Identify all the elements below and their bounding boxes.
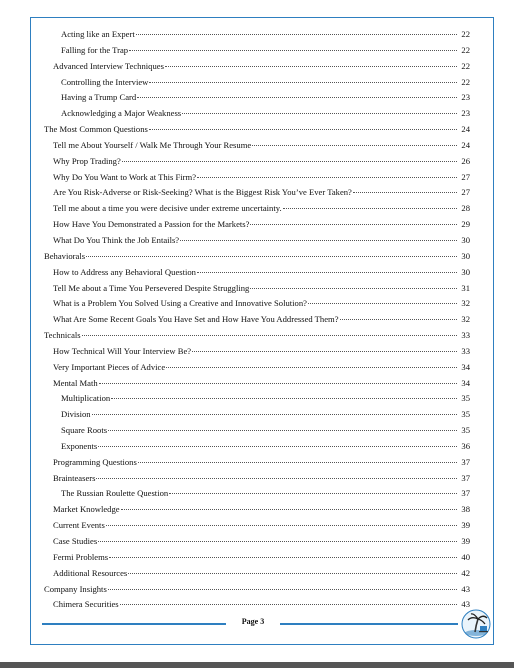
- toc-dot-leader: [128, 573, 457, 574]
- toc-entry-title: Behaviorals: [44, 250, 86, 261]
- toc-entry[interactable]: [44, 122, 470, 138]
- toc-entry-page-number: 28: [461, 203, 470, 214]
- toc-dot-leader: [92, 414, 457, 415]
- toc-entry[interactable]: [44, 518, 470, 534]
- toc-dot-leader: [250, 224, 457, 225]
- toc-entry[interactable]: [44, 423, 470, 439]
- toc-entry-page-number: 22: [461, 60, 470, 71]
- toc-entry-page-number: 22: [461, 44, 470, 55]
- toc-entry[interactable]: [44, 376, 470, 392]
- toc-entry-page-number: 34: [461, 377, 470, 388]
- toc-entry[interactable]: [44, 407, 470, 423]
- footer-rule-right: [280, 623, 458, 625]
- toc-entry-title: Falling for the Trap: [61, 44, 129, 55]
- toc-entry[interactable]: [44, 534, 470, 550]
- toc-entry-page-number: 32: [461, 314, 470, 325]
- toc-dot-leader: [121, 509, 457, 510]
- toc-entry[interactable]: [44, 265, 470, 281]
- toc-dot-leader: [250, 288, 457, 289]
- toc-entry-title: Division: [61, 409, 91, 420]
- toc-entry-page-number: 23: [461, 108, 470, 119]
- toc-entry-title: Why Do You Want to Work at This Firm?: [53, 171, 197, 182]
- toc-entry-page-number: 37: [461, 456, 470, 467]
- toc-entry[interactable]: [44, 59, 470, 75]
- table-of-contents: [44, 27, 470, 613]
- toc-entry-title: Acknowledging a Major Weakness: [61, 108, 182, 119]
- toc-dot-leader: [137, 97, 457, 98]
- toc-entry-page-number: 30: [461, 250, 470, 261]
- toc-entry[interactable]: [44, 170, 470, 186]
- toc-dot-leader: [308, 303, 457, 304]
- toc-entry-page-number: 36: [461, 440, 470, 451]
- toc-entry-page-number: 24: [461, 124, 470, 135]
- toc-entry[interactable]: [44, 281, 470, 297]
- toc-entry-page-number: 43: [461, 599, 470, 610]
- toc-entry[interactable]: [44, 90, 470, 106]
- toc-entry-page-number: 37: [461, 488, 470, 499]
- toc-entry-title: Market Knowledge: [53, 504, 120, 515]
- toc-dot-leader: [98, 446, 457, 447]
- toc-entry[interactable]: [44, 566, 470, 582]
- toc-entry-title: Case Studies: [53, 536, 98, 546]
- toc-dot-leader: [182, 113, 457, 114]
- toc-dot-leader: [98, 541, 457, 542]
- toc-entry[interactable]: [44, 471, 470, 487]
- toc-entry-title: Exponents: [61, 440, 98, 451]
- toc-entry-title: How to Address any Behavioral Question: [53, 266, 196, 277]
- toc-entry[interactable]: [44, 597, 470, 613]
- toc-entry[interactable]: [44, 455, 470, 471]
- toc-entry[interactable]: [44, 391, 470, 407]
- toc-entry-title: What Are Some Recent Goals You Have Set and How Have You Addressed Them?: [53, 314, 339, 325]
- toc-dot-leader: [120, 604, 457, 605]
- toc-entry-title: Company Insights: [44, 583, 107, 594]
- toc-entry-title: What is a Problem You Solved Using a Creative and Innovative Solution?: [53, 298, 307, 309]
- toc-dot-leader: [122, 161, 457, 162]
- toc-entry-title: Very Important Pieces of Advice: [53, 361, 166, 372]
- toc-dot-leader: [86, 256, 457, 257]
- toc-entry[interactable]: [44, 138, 470, 154]
- toc-entry-title: The Most Common Questions: [44, 124, 148, 135]
- toc-entry-title: Programming Questions: [53, 456, 137, 467]
- toc-entry-page-number: 29: [461, 219, 470, 230]
- toc-entry-title: Multiplication: [61, 393, 111, 404]
- toc-entry-page-number: 22: [461, 29, 470, 39]
- toc-entry[interactable]: [44, 502, 470, 518]
- toc-entry[interactable]: [44, 106, 470, 122]
- toc-dot-leader: [283, 208, 457, 209]
- toc-entry-page-number: 31: [461, 282, 470, 293]
- toc-entry[interactable]: [44, 582, 470, 598]
- toc-entry-page-number: 23: [461, 92, 470, 103]
- toc-dot-leader: [166, 367, 457, 368]
- toc-entry-title: How Technical Will Your Interview Be?: [53, 345, 192, 356]
- toc-dot-leader: [99, 383, 457, 384]
- toc-entry-title: Controlling the Interview: [61, 76, 149, 87]
- toc-entry-title: Are You Risk-Adverse or Risk-Seeking? What is the Biggest Risk You’ve Ever Taken?: [53, 187, 352, 198]
- toc-entry-page-number: 26: [461, 155, 470, 166]
- toc-entry-page-number: 22: [461, 76, 470, 87]
- toc-dot-leader: [149, 82, 457, 83]
- toc-entry-title: Advanced Interview Techniques: [53, 60, 164, 71]
- footer-rule-left: [42, 623, 226, 625]
- toc-dot-leader: [165, 66, 457, 67]
- toc-entry-title: Additional Resources: [53, 567, 128, 578]
- toc-entry[interactable]: [44, 154, 470, 170]
- toc-entry-page-number: 33: [461, 330, 470, 341]
- toc-entry-title: Why Prop Trading?: [53, 155, 121, 166]
- palm-tree-island-logo-icon: [460, 608, 492, 640]
- toc-entry-title: How Have You Demonstrated a Passion for the Markets?: [53, 219, 250, 230]
- footer-page-number: Page 3: [241, 617, 265, 626]
- viewer-bottom-bar: [0, 662, 514, 668]
- toc-entry-page-number: 39: [461, 520, 470, 531]
- toc-entry-title: Fermi Problems: [53, 551, 109, 562]
- toc-entry-title: Tell me About Yourself / Walk Me Through Your Resume: [53, 139, 252, 150]
- toc-entry[interactable]: [44, 344, 470, 360]
- toc-entry[interactable]: [44, 550, 470, 566]
- toc-entry-title: What Do You Think the Job Entails?: [53, 234, 180, 245]
- toc-entry-page-number: 43: [461, 583, 470, 594]
- toc-entry-title: Square Roots: [61, 425, 108, 436]
- toc-dot-leader: [108, 430, 457, 431]
- toc-entry-page-number: 30: [461, 266, 470, 277]
- toc-dot-leader: [129, 50, 457, 51]
- toc-dot-leader: [197, 272, 457, 273]
- toc-entry-page-number: 35: [461, 425, 470, 436]
- toc-entry-title: Tell me about a time you were decisive under extreme uncertainty.: [53, 203, 282, 214]
- toc-entry[interactable]: [44, 27, 470, 43]
- toc-entry[interactable]: [44, 185, 470, 201]
- toc-dot-leader: [197, 177, 457, 178]
- toc-entry-title: Tell Me about a Time You Persevered Despite Struggling: [53, 282, 250, 293]
- toc-entry-title: Brainteasers: [53, 472, 96, 483]
- toc-entry[interactable]: [44, 312, 470, 328]
- toc-entry[interactable]: [44, 249, 470, 265]
- toc-entry-page-number: 27: [461, 171, 470, 182]
- toc-entry[interactable]: [44, 217, 470, 233]
- toc-entry[interactable]: [44, 296, 470, 312]
- toc-entry-title: Current Events: [53, 520, 105, 531]
- toc-entry-page-number: 30: [461, 234, 470, 245]
- toc-entry-page-number: 35: [461, 393, 470, 404]
- toc-entry-page-number: 27: [461, 187, 470, 198]
- toc-entry-title: Mental Math: [53, 377, 98, 388]
- toc-dot-leader: [353, 192, 457, 193]
- toc-entry-page-number: 39: [461, 536, 470, 546]
- toc-dot-leader: [108, 589, 457, 590]
- toc-dot-leader: [149, 129, 457, 130]
- toc-entry[interactable]: [44, 486, 470, 502]
- toc-entry-page-number: 34: [461, 361, 470, 372]
- toc-dot-leader: [192, 351, 457, 352]
- toc-entry-title: The Russian Roulette Question: [61, 488, 169, 499]
- toc-entry-title: Technicals: [44, 330, 81, 341]
- toc-entry-page-number: 38: [461, 504, 470, 515]
- toc-entry[interactable]: [44, 439, 470, 455]
- toc-entry-page-number: 32: [461, 298, 470, 309]
- toc-dot-leader: [252, 145, 457, 146]
- toc-entry[interactable]: [44, 75, 470, 91]
- toc-dot-leader: [180, 240, 457, 241]
- toc-entry-title: Chimera Securities: [53, 599, 119, 610]
- toc-dot-leader: [111, 398, 457, 399]
- toc-dot-leader: [136, 34, 457, 35]
- toc-dot-leader: [106, 525, 457, 526]
- toc-entry-page-number: 40: [461, 551, 470, 562]
- toc-entry-title: Having a Trump Card: [61, 92, 137, 103]
- toc-entry[interactable]: [44, 328, 470, 344]
- toc-entry-page-number: 24: [461, 139, 470, 150]
- toc-dot-leader: [169, 493, 457, 494]
- toc-entry-title: Acting like an Expert: [61, 29, 135, 39]
- toc-dot-leader: [82, 335, 457, 336]
- toc-entry[interactable]: [44, 233, 470, 249]
- toc-entry[interactable]: [44, 43, 470, 59]
- toc-dot-leader: [96, 478, 457, 479]
- toc-entry-page-number: 35: [461, 409, 470, 420]
- toc-entry[interactable]: [44, 201, 470, 217]
- toc-entry-page-number: 42: [461, 567, 470, 578]
- toc-entry[interactable]: [44, 360, 470, 376]
- toc-dot-leader: [138, 462, 457, 463]
- toc-dot-leader: [340, 319, 457, 320]
- toc-entry-page-number: 37: [461, 472, 470, 483]
- toc-dot-leader: [109, 557, 457, 558]
- toc-entry-page-number: 33: [461, 345, 470, 356]
